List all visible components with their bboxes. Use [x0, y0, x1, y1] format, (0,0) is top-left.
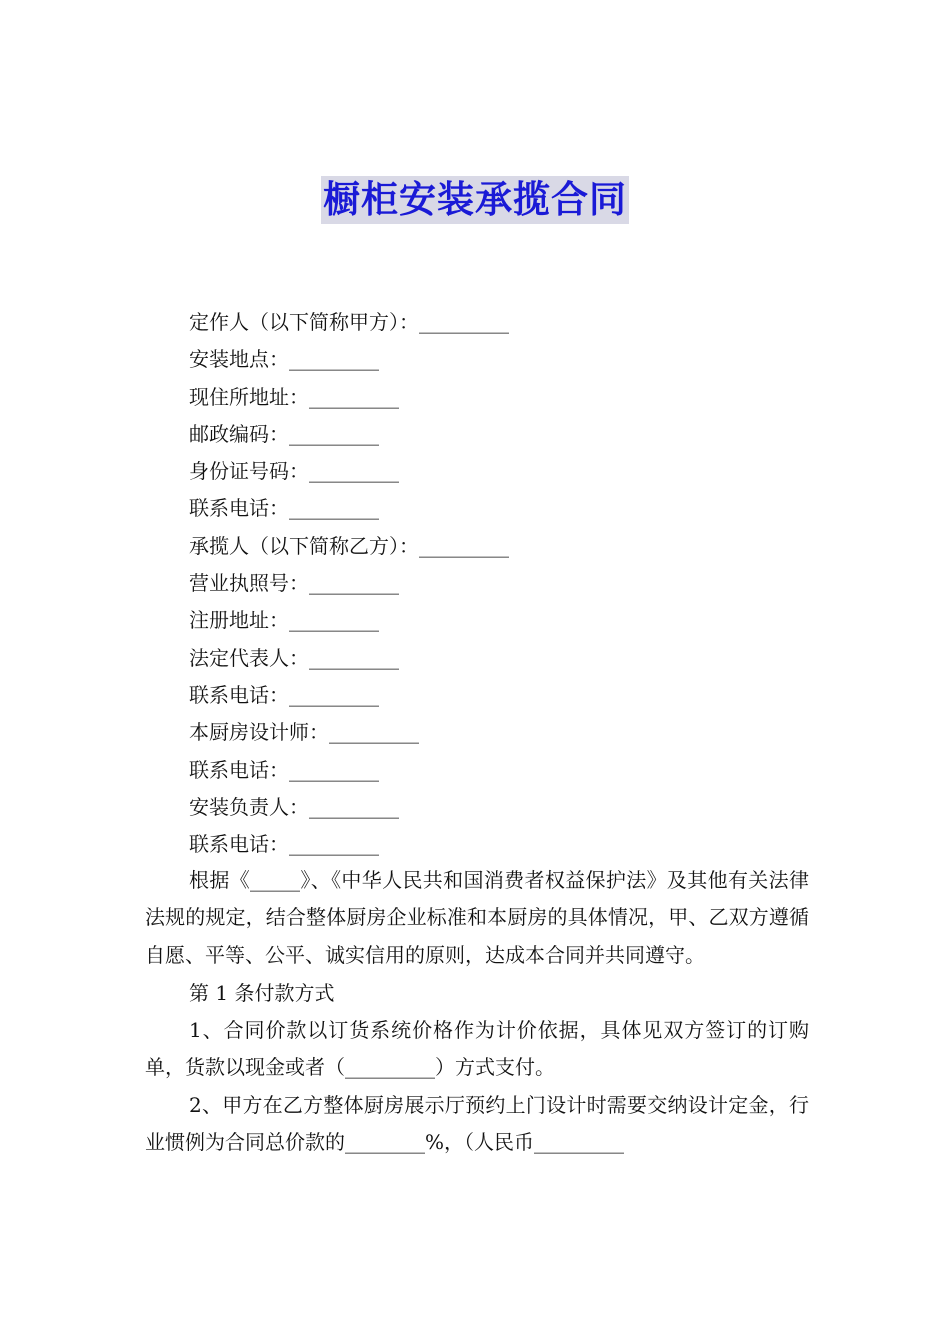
payment-item-2: 2、甲方在乙方整体厨房展示厅预约上门设计时需要交纳设计定金，行业惯例为合同总价款的________%，（人民币_________ [145, 1092, 809, 1155]
field-client [189, 304, 509, 341]
field-value: _________ [309, 794, 399, 819]
field-label: 承揽人（以下简称乙方）： [189, 533, 419, 558]
field-id-number [189, 453, 509, 490]
field-registered-address [189, 602, 509, 639]
field-value: _________ [289, 608, 379, 633]
field-manager-phone [189, 826, 509, 863]
field-contractor [189, 528, 509, 565]
field-business-license [189, 565, 509, 602]
document-title: 橱柜安装承揽合同 [321, 176, 629, 224]
field-value: _________ [329, 720, 419, 745]
intro-paragraph: 根据《_____》、《中华人民共和国消费者权益保护法》及其他有关法律法规的规定，结合整体厨房企业标准和本厨房的具体情况，甲、乙双方遵循自愿、平等、公平、诚实信用的原则，达成本合同并共同遵守。 [145, 868, 809, 967]
field-label: 联系电话： [189, 682, 289, 707]
payment-item-1: 1、合同价款以订货系统价格作为计价依据，具体见双方签订的订购单，货款以现金或者（_________）方式支付。 [145, 1018, 809, 1080]
field-value: _________ [289, 757, 379, 782]
field-label: 本厨房设计师： [189, 720, 329, 745]
field-value: _________ [289, 832, 379, 857]
field-value: _________ [419, 533, 509, 558]
field-value: _________ [419, 310, 509, 334]
field-legal-representative [189, 640, 509, 677]
field-value: _________ [309, 459, 399, 484]
field-postal-code [189, 416, 509, 453]
field-label: 法定代表人： [189, 645, 309, 670]
field-label: 安装负责人： [189, 794, 309, 819]
field-label: 现住所地址： [189, 384, 309, 409]
article-1-heading: 第 1 条付款方式 [189, 980, 335, 1005]
field-label: 联系电话： [189, 757, 289, 782]
field-label: 联系电话： [189, 832, 289, 857]
field-kitchen-designer [189, 714, 509, 751]
field-label: 营业执照号： [189, 571, 309, 596]
title-container [0, 176, 950, 224]
field-label: 安装地点： [189, 347, 289, 372]
field-current-address [189, 379, 509, 416]
field-install-location [189, 341, 509, 378]
field-contractor-phone [189, 677, 509, 714]
contract-body [145, 862, 809, 1161]
field-value: _________ [289, 347, 379, 372]
field-label: 注册地址： [189, 608, 289, 633]
field-value: _________ [309, 384, 399, 409]
field-install-manager [189, 789, 509, 826]
field-value: _________ [309, 571, 399, 596]
field-label: 邮政编码： [189, 421, 289, 446]
field-designer-phone [189, 752, 509, 789]
field-client-phone [189, 490, 509, 527]
party-fields [189, 304, 509, 863]
field-value: _________ [289, 421, 379, 446]
field-value: _________ [289, 682, 379, 707]
field-label: 身份证号码： [189, 459, 309, 484]
field-label: 联系电话： [189, 496, 289, 521]
field-label: 定作人（以下简称甲方）： [189, 310, 419, 334]
field-value: _________ [309, 645, 399, 670]
field-value: _________ [289, 496, 379, 521]
